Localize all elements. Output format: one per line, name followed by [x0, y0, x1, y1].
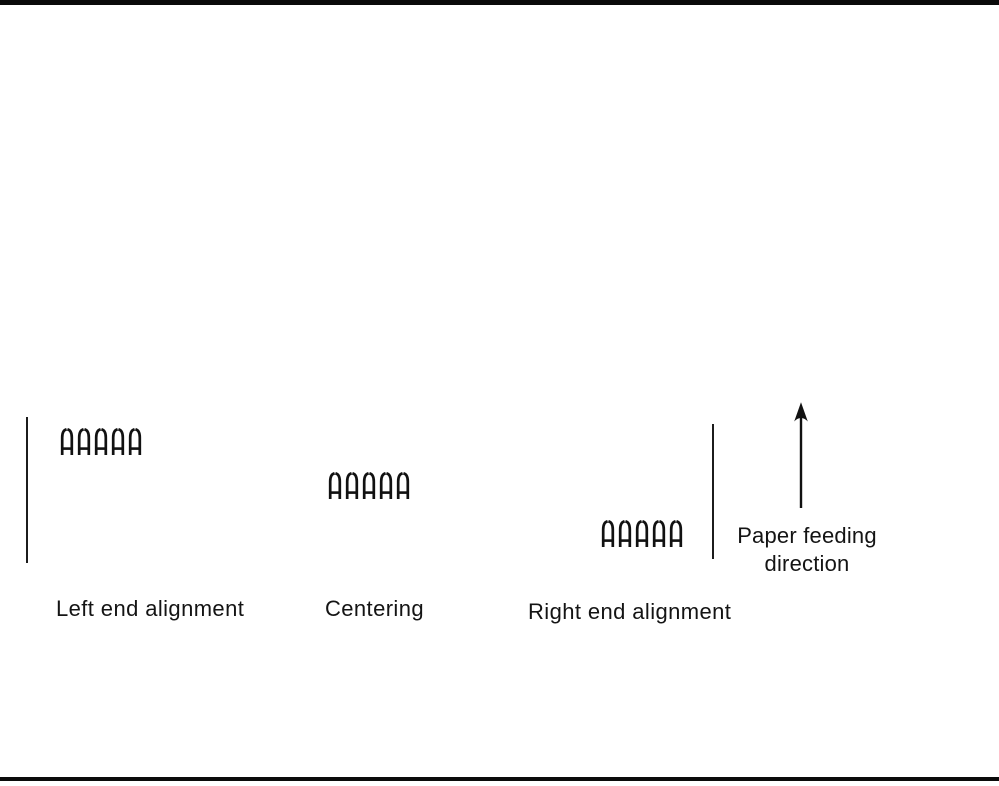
- letter-A-glyph: [362, 471, 376, 499]
- letter-A-glyph: [379, 471, 393, 499]
- letter-A-glyph: [94, 427, 108, 455]
- left-paper-edge-line: [26, 417, 28, 563]
- letter-A-glyph: [396, 471, 410, 499]
- label-right-end-alignment: Right end alignment: [528, 599, 732, 624]
- label-left-end-alignment: Left end alignment: [56, 596, 245, 621]
- page-bottom-rule: [0, 777, 999, 781]
- paper-feed-arrow-icon: [792, 401, 810, 511]
- letter-A-glyph: [635, 519, 649, 547]
- paper-feed-caption-line1: Paper feeding: [737, 523, 877, 548]
- letter-A-glyph: [601, 519, 615, 547]
- page-top-rule: [0, 0, 999, 5]
- letter-A-glyph: [345, 471, 359, 499]
- printed-sample-centered: [328, 471, 410, 499]
- letter-A-glyph: [77, 427, 91, 455]
- letter-A-glyph: [111, 427, 125, 455]
- letter-A-glyph: [328, 471, 342, 499]
- paper-feed-caption-line2: direction: [764, 551, 850, 576]
- letter-A-glyph: [652, 519, 666, 547]
- letter-A-glyph: [669, 519, 683, 547]
- label-centering: Centering: [325, 596, 424, 621]
- printed-sample-left-aligned: [60, 427, 142, 455]
- letter-A-glyph: [60, 427, 74, 455]
- letter-A-glyph: [618, 519, 632, 547]
- letter-A-glyph: [128, 427, 142, 455]
- paper-feed-caption: [727, 522, 887, 578]
- right-paper-edge-line: [712, 424, 714, 559]
- printed-sample-right-aligned: [601, 519, 683, 547]
